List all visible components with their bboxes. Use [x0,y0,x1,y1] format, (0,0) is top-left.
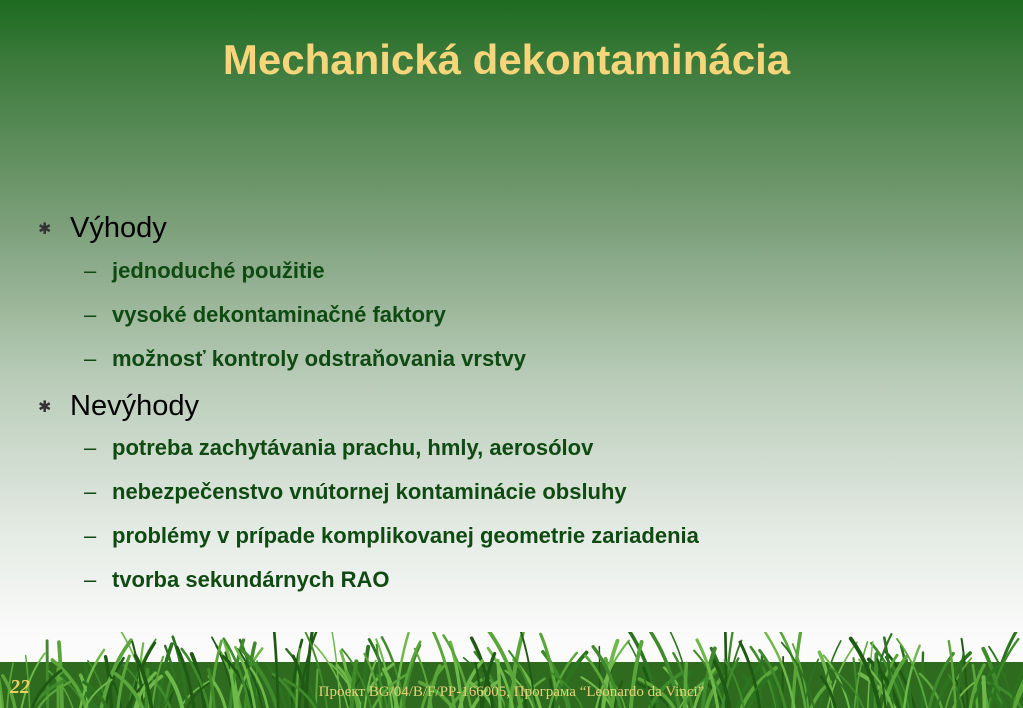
slide-title: Mechanická dekontaminácia [222,36,791,83]
bullet-advantages [38,212,167,245]
list-item-text: nebezpečenstvo vnútornej kontaminácie obsluhy [112,479,627,504]
dash-bullet-icon: – [84,258,97,283]
heading-disadvantages: Nevýhody [70,390,199,422]
footer-text: Проект BG/04/B/F/PP-166005, Програма “Leonardo da Vinci” [318,684,705,700]
dash-bullet-icon: – [84,302,97,327]
list-item [84,435,593,461]
list-item [84,479,627,505]
list-item [84,567,390,593]
list-item [84,346,526,372]
list-item-text: jednoduché použitie [112,258,325,283]
asterisk-bullet-icon: ✱ [38,220,52,238]
bullet-disadvantages [38,390,199,423]
heading-advantages: Výhody [70,212,167,244]
asterisk-bullet-icon: ✱ [38,398,52,416]
list-item [84,302,446,328]
dash-bullet-icon: – [84,523,97,548]
list-item-text: možnosť kontroly odstraňovania vrstvy [112,346,526,371]
dash-bullet-icon: – [84,346,97,371]
page-number: 22 [10,676,30,698]
list-item [84,258,325,284]
list-item-text: potreba zachytávania prachu, hmly, aerosólov [112,435,594,460]
list-item-text: vysoké dekontaminačné faktory [112,302,446,327]
list-item-text: problémy v prípade komplikovanej geometrie zariadenia [112,523,699,548]
dash-bullet-icon: – [84,479,97,504]
dash-bullet-icon: – [84,435,97,460]
list-item [84,523,699,549]
list-item-text: tvorba sekundárnych RAO [112,567,390,592]
dash-bullet-icon: – [84,567,97,592]
